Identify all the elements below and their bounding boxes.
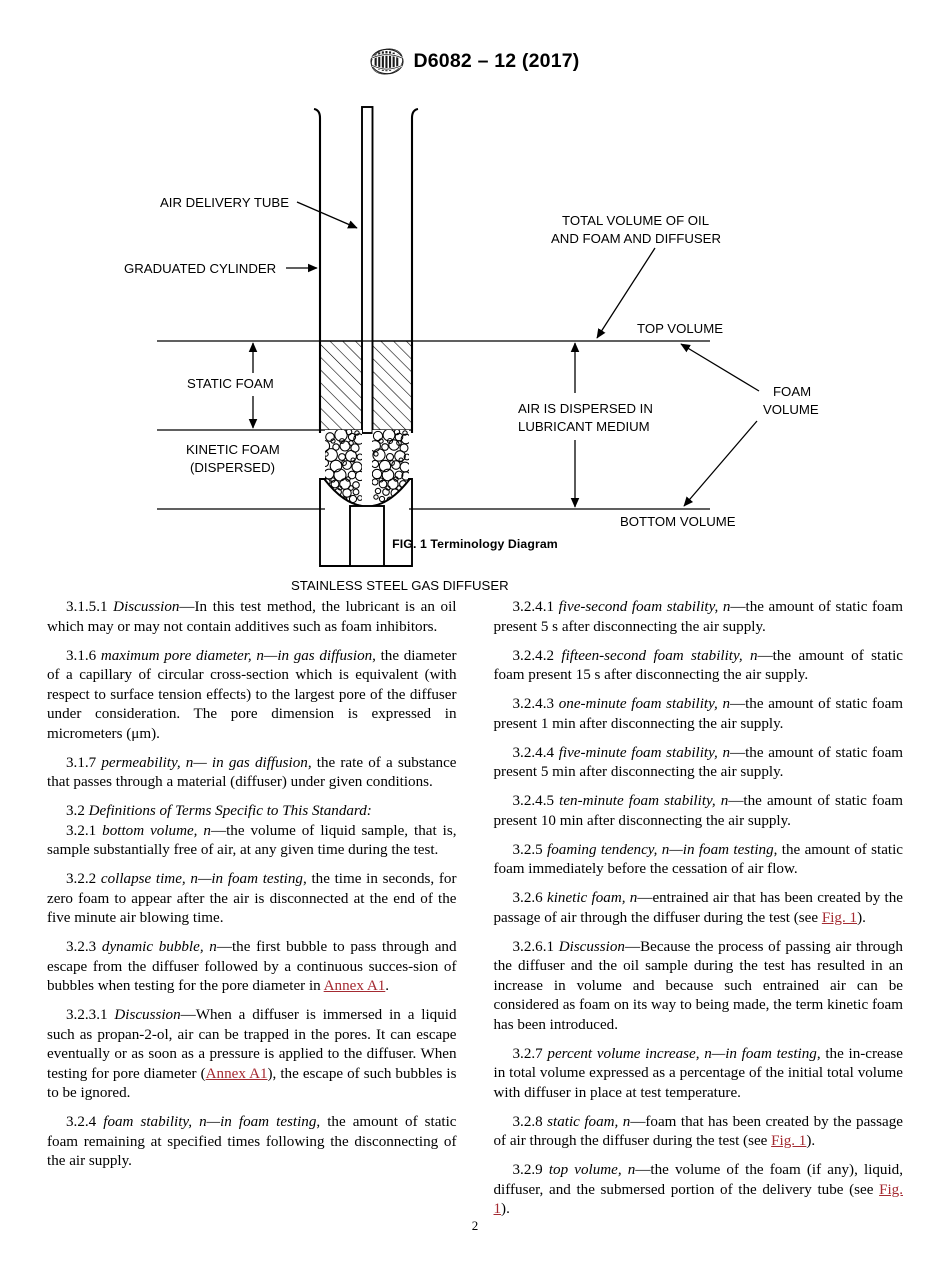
- clause-body-tail: ).: [501, 1201, 510, 1217]
- paragraph-3-2-4-3: [494, 695, 904, 734]
- clause-term: fifteen-second foam stability, n: [561, 647, 758, 664]
- clause-term: foaming tendency, n—in foam testing: [547, 841, 774, 858]
- stainless-steel-gas-diffuser-shape: [320, 479, 412, 566]
- clause-body: , the in-crease in total volume expressed as a percentage of the initial total volume with diffuser in place at test temperature.: [493, 1045, 903, 1101]
- label-air-delivery-tube: AIR DELIVERY TUBE: [160, 195, 289, 210]
- label-kinetic-foam-line2: (DISPERSED): [190, 460, 275, 475]
- clause-number: 3.2.6.1: [512, 938, 555, 955]
- clause-body-tail: ).: [806, 1133, 816, 1149]
- clause-body: —the amount of static foam present 5 s after disconnecting the air supply.: [493, 599, 903, 635]
- clause-body-tail: .: [385, 978, 390, 994]
- clause-body: —Because the process of passing air through the diffuser and the oil sample during the test has resulted in an increase in volume and because such entrained air can be considered as foam on its way to being made, the term kinetic foam has been introduced.: [493, 938, 903, 1033]
- clause-body: —the amount of static foam present 1 min after disconnecting the air supply.: [493, 696, 904, 732]
- clause-body: —When a diffuser is immersed in a liquid such as propan-2-ol, air can be trapped in the pores. It can escape eventually or as soon as a pressure is applied to the diffuser. When testing for pore diameter (: [47, 1007, 457, 1082]
- paragraph-3-2-1: [47, 822, 457, 861]
- label-stainless-steel-gas-diffuser: STAINLESS STEEL GAS DIFFUSER: [291, 578, 509, 593]
- clause-number: 3.2.4.1: [512, 599, 555, 615]
- clause-number: 3.2: [66, 803, 85, 819]
- clause-body: , the amount of static foam remaining at specified times following the disconnecting of the air supply.: [47, 1114, 457, 1169]
- cross-reference-annex-a1[interactable]: Annex A1: [205, 1065, 268, 1082]
- paragraph-3-2-4-2: [494, 647, 904, 686]
- air-delivery-tube-shape: [362, 107, 373, 433]
- astm-logo-icon: [370, 48, 404, 75]
- clause-body: —the amount of static foam present 15 s after disconnecting the air supply.: [493, 647, 903, 683]
- leader-foam-volume-top: [681, 344, 759, 391]
- clause-term: Discussion: [113, 599, 180, 615]
- clause-body-tail: ), the escape of such bubbles is to be ignored.: [47, 1065, 457, 1101]
- paragraph-3-2: [47, 802, 457, 822]
- clause-term: five-second foam stability, n: [558, 599, 731, 615]
- right-column: [494, 598, 904, 1220]
- figure-caption: FIG. 1 Terminology Diagram: [392, 537, 558, 551]
- clause-term: percent volume increase, n—in foam testing: [547, 1045, 817, 1062]
- clause-term: collapse time, n—in foam testing: [100, 871, 303, 887]
- clause-body-tail: ).: [857, 909, 866, 926]
- paragraph-3-2-4: [47, 1113, 457, 1172]
- clause-body: —the amount of static foam present 10 min after disconnecting the air supply.: [493, 793, 903, 829]
- clause-body: —the amount of static foam present 5 min after disconnecting the air supply.: [493, 744, 904, 780]
- clause-term: five-minute foam stability, n: [558, 744, 730, 761]
- clause-number: 3.2.4.3: [512, 696, 555, 712]
- label-static-foam: STATIC FOAM: [187, 376, 274, 391]
- clause-term: Discussion: [114, 1007, 181, 1023]
- label-bottom-volume: BOTTOM VOLUME: [620, 514, 736, 529]
- clause-body: , the amount of static foam immediately before the cessation of air flow.: [493, 841, 903, 877]
- paragraph-3-2-5: [494, 841, 904, 880]
- cross-reference-annex-a1[interactable]: Annex A1: [323, 978, 386, 994]
- clause-term: Definitions of Terms Specific to This Standard:: [88, 803, 372, 819]
- cross-reference-fig-1[interactable]: Fig. 1: [493, 1181, 903, 1217]
- standard-designation: D6082 – 12 (2017): [413, 50, 580, 72]
- clause-number: 3.2.4: [66, 1114, 97, 1130]
- clause-term: Discussion: [558, 938, 625, 955]
- paragraph-3-1-5-1: [47, 598, 457, 637]
- label-top-volume: TOP VOLUME: [637, 321, 723, 336]
- paragraph-3-2-4-4: [494, 744, 904, 783]
- paragraph-3-2-4-1: [494, 598, 904, 637]
- clause-body: —the volume of liquid sample, that is, sample substantially free of air, at any given time during the test.: [47, 822, 457, 858]
- paragraph-3-2-9: [494, 1161, 904, 1220]
- clause-body: —the volume of the foam (if any), liquid, diffuser, and the submersed portion of the delivery tube (see: [493, 1162, 903, 1198]
- cross-reference-fig-1[interactable]: Fig. 1: [771, 1133, 807, 1149]
- clause-number: 3.1.5.1: [66, 599, 108, 615]
- clause-number: 3.1.6: [66, 647, 97, 664]
- label-total-volume-line2: AND FOAM AND DIFFUSER: [551, 231, 721, 246]
- paragraph-3-1-6: [47, 647, 457, 745]
- clause-number: 3.2.7: [512, 1045, 543, 1062]
- label-kinetic-foam-line1: KINETIC FOAM: [186, 442, 280, 457]
- paragraph-3-2-3-1: [47, 1006, 457, 1104]
- clause-number: 3.2.4.5: [512, 793, 555, 809]
- paragraph-3-2-7: [494, 1045, 904, 1104]
- clause-number: 3.2.6: [512, 890, 543, 906]
- body-columns: [47, 598, 903, 1220]
- label-foam-volume-line1: FOAM: [773, 384, 812, 399]
- clause-number: 3.2.4.2: [512, 647, 555, 664]
- paragraph-3-2-8: [494, 1113, 904, 1152]
- paragraph-3-1-7: [47, 754, 457, 793]
- clause-number: 3.2.3: [66, 939, 97, 955]
- clause-body: —In this test method, the lubricant is an oil which may or may not contain additives such as foam inhibitors.: [47, 599, 457, 635]
- clause-term: static foam, n: [547, 1113, 631, 1130]
- clause-term: permeability, n— in gas diffusion: [101, 754, 308, 771]
- clause-number: 3.1.7: [66, 754, 97, 771]
- paragraph-3-2-6-1: [494, 938, 904, 1036]
- clause-number: 3.2.4.4: [512, 744, 555, 761]
- clause-body: —entrained air that has been created by the passage of air through the diffuser during the test (see: [493, 890, 903, 926]
- label-air-dispersed-line2: LUBRICANT MEDIUM: [518, 419, 650, 434]
- clause-term: maximum pore diameter, n—in gas diffusion: [100, 647, 373, 664]
- leader-air-delivery-tube: [297, 202, 357, 228]
- clause-number: 3.2.2: [66, 871, 97, 887]
- clause-term: one-minute foam stability, n: [558, 696, 730, 712]
- clause-term: dynamic bubble, n: [101, 939, 217, 955]
- clause-number: 3.2.3.1: [66, 1007, 108, 1023]
- page-number: 2: [471, 1218, 479, 1233]
- clause-body: , the time in seconds, for zero foam to appear after the air is disconnected at the end of the five minute air blowing time.: [47, 871, 457, 926]
- leader-foam-volume-bottom: [684, 421, 757, 506]
- clause-number: 3.2.8: [512, 1113, 543, 1130]
- clause-number: 3.2.5: [512, 841, 543, 858]
- label-air-dispersed-line1: AIR IS DISPERSED IN: [518, 401, 653, 416]
- clause-body: , the diameter of a capillary of circular cross-section which is equivalent (with respect to surface tension effects) to the largest pore of the diffuser under consideration. The pore dimension is expressed in micrometers (μm).: [47, 647, 457, 742]
- clause-number: 3.2.9: [512, 1162, 543, 1178]
- label-graduated-cylinder: GRADUATED CYLINDER: [124, 261, 277, 276]
- label-foam-volume-line2: VOLUME: [763, 402, 819, 417]
- clause-body: —the first bubble to pass through and escape from the diffuser followed by a continuous succes-sion of bubbles when testing for the pore diameter in: [47, 939, 457, 994]
- clause-body: —foam that has been created by the passage of air through the diffuser during the test (see: [493, 1113, 903, 1149]
- clause-term: bottom volume, n: [102, 822, 211, 839]
- paragraph-3-2-6: [494, 889, 904, 928]
- clause-term: kinetic foam, n: [547, 890, 638, 906]
- cross-reference-fig-1[interactable]: Fig. 1: [821, 909, 858, 926]
- clause-body: , the rate of a substance that passes through a material (diffuser) under given conditions.: [47, 754, 457, 790]
- clause-number: 3.2.1: [66, 822, 97, 839]
- paragraph-3-2-2: [47, 870, 457, 929]
- clause-term: ten-minute foam stability, n: [559, 793, 729, 809]
- page-header: [0, 48, 950, 75]
- clause-term: foam stability, n—in foam testing: [103, 1114, 317, 1130]
- clause-term: top volume, n: [548, 1162, 636, 1178]
- paragraph-3-2-4-5: [494, 792, 904, 831]
- label-total-volume-line1: TOTAL VOLUME OF OIL: [562, 213, 710, 228]
- left-column: [47, 598, 457, 1220]
- paragraph-3-2-3: [47, 938, 457, 997]
- terminology-diagram-figure: [0, 88, 950, 593]
